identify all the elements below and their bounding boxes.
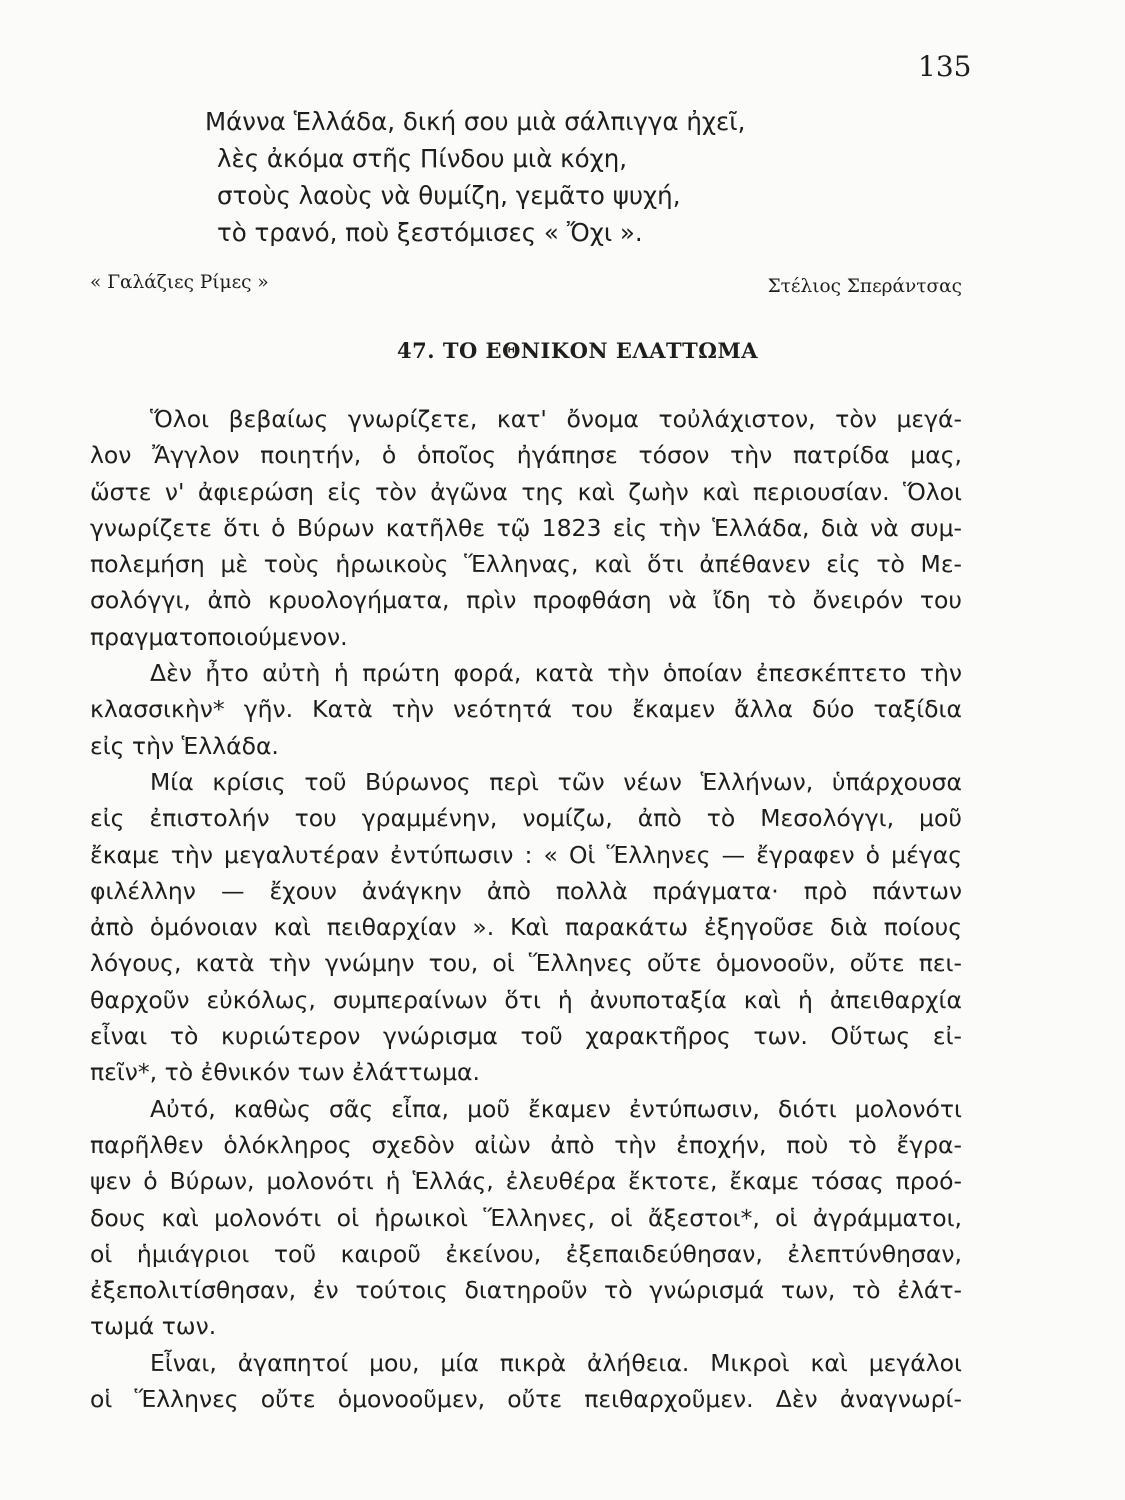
- poem-epigraph: [0, 103, 1125, 251]
- section-title: 47. ΤΟ ΕΘΝΙΚΟΝ ΕΛΑΤΤΩΜΑ: [396, 338, 759, 363]
- text-line: Μία κρίσις τοῦ Βύρωνος περὶ τῶν νέων Ἑλλήνων, ὑπάρχουσα: [150, 767, 962, 796]
- text-line: γνωρίζετε ὅτι ὁ Βύρων κατῆλθε τῷ 1823 εἰς τὴν Ἑλλάδα, διὰ νὰ συμ-: [90, 513, 962, 542]
- paragraph: [90, 764, 962, 1091]
- text-line: σολόγγι, ἀπὸ κρυολογήματα, πρὶν προφθάση νὰ ἴδη τὸ ὄνειρόν του: [90, 586, 962, 615]
- text-line: λόγους, κατὰ τὴν γνώμην του, οἱ Ἕλληνες οὔτε ὁμονοοῦν, οὔτε πει-: [90, 949, 962, 978]
- text-line: οἱ Ἕλληνες οὔτε ὁμονοοῦμεν, οὔτε πειθαρχοῦμεν. Δὲν ἀναγνωρί-: [90, 1385, 962, 1414]
- text-line: Εἶναι, ἀγαπητοί μου, μία πικρὰ ἀλήθεια. Μικροὶ καὶ μεγάλοι: [150, 1348, 962, 1377]
- poem-line: Μάννα Ἑλλάδα, δική σου μιὰ σάλπιγγα ἠχεῖ,: [205, 107, 746, 136]
- paragraph: [90, 1091, 962, 1345]
- poem-line: λὲς ἀκόμα στῆς Πίνδου μιὰ κόχη,: [217, 144, 628, 173]
- text-line: πολεμήση μὲ τοὺς ἡρωικοὺς Ἕλληνας, καὶ ὅτι ἀπέθανεν εἰς τὸ Με-: [90, 550, 962, 579]
- paragraph: [90, 655, 962, 764]
- poem-line: στοὺς λαοὺς νὰ θυμίζη, γεμᾶτο ψυχή,: [217, 181, 681, 210]
- body-text: [90, 401, 962, 1417]
- poem-author: Στέλιος Σπεράντσας: [767, 276, 962, 297]
- text-line: ὥστε ν' ἀφιερώση εἰς τὸν ἀγῶνα της καὶ ζωὴν καὶ περιουσίαν. Ὅλοι: [90, 477, 962, 506]
- text-line: εἶναι τὸ κυριώτερον γνώρισμα τοῦ χαρακτῆρος των. Οὕτως εἰ-: [90, 1022, 962, 1051]
- text-line: κλασσικὴν* γῆν. Κατὰ τὴν νεότητά του ἔκαμεν ἄλλα δύο ταξίδια: [90, 695, 962, 724]
- text-line: οἱ ἡμιάγριοι τοῦ καιροῦ ἐκείνου, ἐξεπαιδεύθησαν, ἐλεπτύνθησαν,: [90, 1239, 962, 1268]
- text-line: εἰς ἐπιστολήν του γραμμένην, νομίζω, ἀπὸ τὸ Μεσολόγγι, μοῦ: [90, 804, 962, 833]
- text-line: φιλέλλην — ἔχουν ἀνάγκην ἀπὸ πολλὰ πράγματα· πρὸ πάντων: [90, 876, 962, 905]
- text-line: Ὅλοι βεβαίως γνωρίζετε, κατ' ὄνομα τοὐλάχιστον, τὸν μεγά-: [150, 405, 962, 433]
- text-line: τωμά των.: [90, 1312, 217, 1341]
- text-line: ἀπὸ ὁμόνοιαν καὶ πειθαρχίαν ». Καὶ παρακάτω ἐξηγοῦσε διὰ ποίους: [90, 913, 962, 942]
- text-line: πεῖν*, τὸ ἐθνικόν των ἐλάττωμα.: [90, 1058, 481, 1087]
- text-line: παρῆλθεν ὁλόκληρος σχεδὸν αἰὼν ἀπὸ τὴν ἐποχήν, ποὺ τὸ ἔγρα-: [90, 1130, 962, 1159]
- text-line: θαρχοῦν εὐκόλως, συμπεραίνων ὅτι ἡ ἀνυποταξία καὶ ἡ ἀπειθαρχία: [90, 985, 962, 1014]
- poem-source: « Γαλάζιες Ρίμες »: [90, 272, 269, 293]
- text-line: ἐξεπολιτίσθησαν, ἐν τούτοις διατηροῦν τὸ γνώρισμά των, τὸ ἐλάτ-: [90, 1276, 962, 1305]
- text-line: πραγματοποιούμενον.: [90, 622, 348, 651]
- text-line: ψεν ὁ Βύρων, μολονότι ἡ Ἑλλάς, ἐλευθέρα ἔκτοτε, ἔκαμε τόσας προό-: [90, 1167, 962, 1196]
- poem-line: τὸ τρανό, ποὺ ξεστόμισες « Ὄχι ».: [217, 218, 643, 247]
- text-line: δους καὶ μολονότι οἱ ἡρωικοὶ Ἕλληνες, οἱ ἄξεστοι*, οἱ ἀγράμματοι,: [90, 1203, 962, 1232]
- text-line: Δὲν ἦτο αὐτὴ ἡ πρώτη φορά, κατὰ τὴν ὁποίαν ἐπεσκέπτετο τὴν: [150, 659, 962, 688]
- text-line: εἰς τὴν Ἑλλάδα.: [90, 731, 279, 760]
- paragraph: [90, 401, 962, 655]
- page-number: 135: [918, 50, 972, 83]
- text-line: λον Ἄγγλον ποιητήν, ὁ ὁποῖος ἠγάπησε τόσον τὴν πατρίδα μας,: [90, 441, 962, 470]
- text-line: Αὐτό, καθὼς σᾶς εἶπα, μοῦ ἔκαμεν ἐντύπωσιν, διότι μολονότι: [150, 1094, 962, 1123]
- text-line: ἔκαμε τὴν μεγαλυτέραν ἐντύπωσιν : « Οἱ Ἕλληνες — ἔγραφεν ὁ μέγας: [90, 840, 962, 869]
- paragraph: [90, 1345, 962, 1418]
